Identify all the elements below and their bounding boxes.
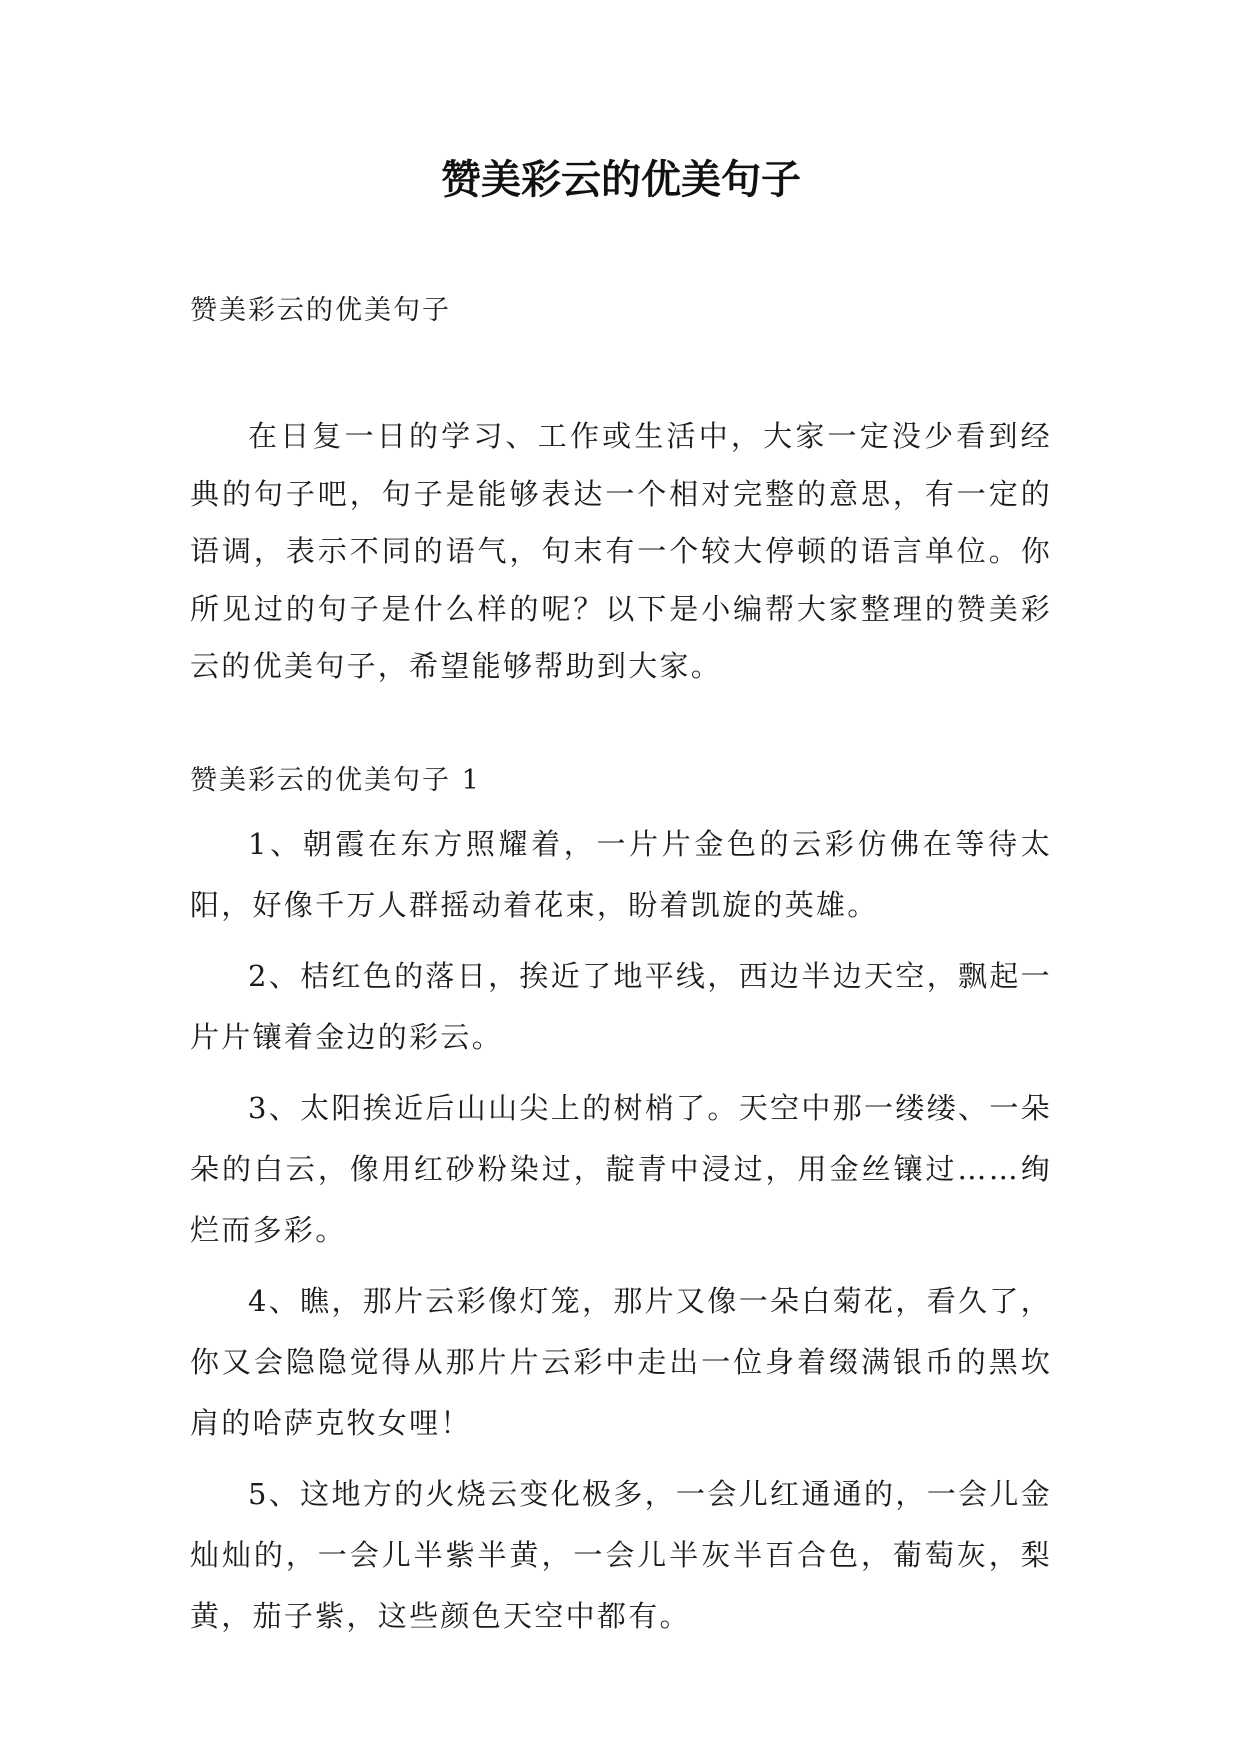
sentence-item-5: 5、这地方的火烧云变化极多，一会儿红通通的，一会儿金灿灿的，一会儿半紫半黄，一会儿半灰半百合色，葡萄灰，梨黄，茄子紫，这些颜色天空中都有。 — [190, 1477, 1052, 1633]
sentence-item-3: 3、太阳挨近后山山尖上的树梢了。天空中那一缕缕、一朵朵的白云，像用红砂粉染过，靛青中浸过，用金丝镶过……绚烂而多彩。 — [190, 1091, 1052, 1247]
sentence-list — [190, 814, 1052, 1657]
document-title: 赞美彩云的优美句子 — [441, 156, 801, 203]
document-subtitle: 赞美彩云的优美句子 — [190, 295, 451, 326]
sentence-item-2: 2、桔红色的落日，挨近了地平线，西边半边天空，飘起一片片镶着金边的彩云。 — [190, 959, 1052, 1054]
intro-paragraph: 在日复一日的学习、工作或生活中，大家一定没少看到经典的句子吧，句子是能够表达一个相对完整的意思，有一定的语调，表示不同的语气，句末有一个较大停顿的语言单位。你所见过的句子是什么样的呢？以下是小编帮大家整理的赞美彩云的优美句子，希望能够帮助到大家。 — [190, 419, 1052, 684]
section-heading: 赞美彩云的优美句子 1 — [190, 765, 481, 796]
sentence-item-1: 1、朝霞在东方照耀着，一片片金色的云彩仿佛在等待太阳，好像千万人群摇动着花束，盼着凯旋的英雄。 — [190, 827, 1052, 922]
sentence-item-4: 4、瞧，那片云彩像灯笼，那片又像一朵白菊花，看久了，你又会隐隐觉得从那片片云彩中走出一位身着缀满银币的黑坎肩的哈萨克牧女哩！ — [190, 1284, 1052, 1440]
